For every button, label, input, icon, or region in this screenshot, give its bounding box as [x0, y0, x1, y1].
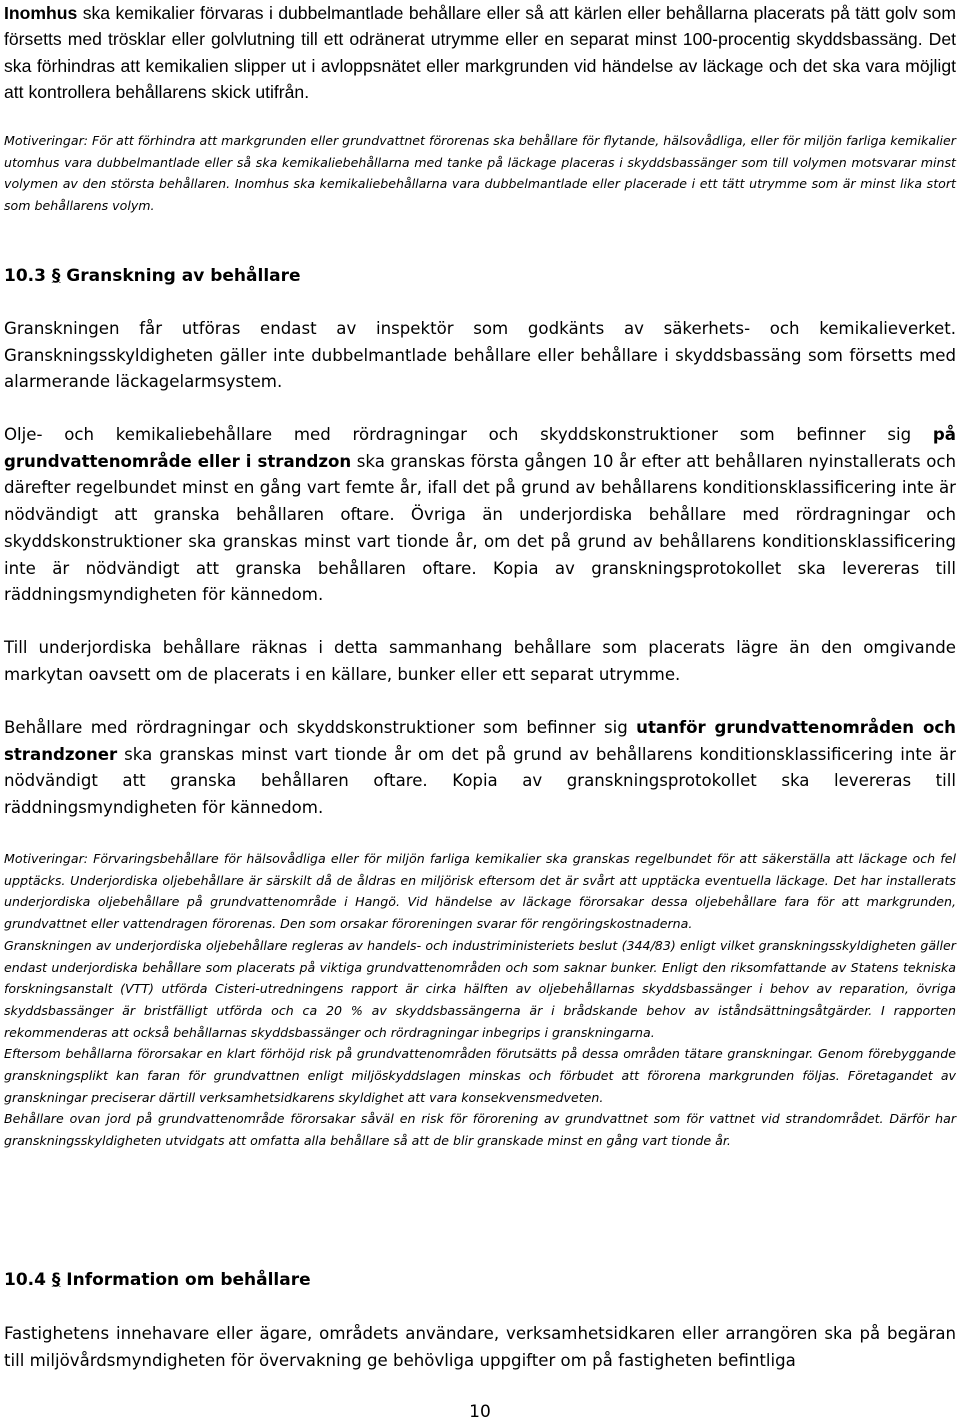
paragraph-grundvattenomrade	[4, 422, 956, 609]
section-sign: §	[51, 1270, 61, 1290]
p2-text-c: ska granskas första gången 10 år efter att behållaren nyinstallerats och därefter regelbundet minst en gång vart femte år, ifall det på grund av behållarens konditionsklassificering inte är nödvändigt att granska behållaren oftare. Övriga än underjordiska behållare med rördragningar och skyddskonstruktioner ska granskas minst vart tionde år, om det på grund av behållarens konditionsklassificering inte är nödvändigt att granska behållaren oftare. Kopia av granskningsprotokollet ska levereras till räddningsmyndigheten för kännedom.	[4, 451, 956, 605]
section-sign: §	[51, 266, 61, 286]
intro-bold-lead: Inomhus	[4, 3, 78, 23]
p4-bold: utanför grundvattenområden och strandzoner	[4, 718, 956, 764]
p4-text-c: ska granskas minst vart tionde år om det på grund av behållarens konditionsklassificering inte är nödvändigt att granska behållaren oftare. Kopia av granskningsprotokollet ska levereras till räddningsmyndigheten för kännedom.	[4, 744, 956, 818]
p2-bold: på grundvattenområde eller i strandzon	[4, 425, 956, 471]
section-title: Information om behållare	[66, 1270, 311, 1290]
motivation-2-part-b: Granskningen av underjordiska oljebehållare regleras av handels- och industriministeriets beslut (344/83) enligt vilket granskningsskyldigheten gäller endast underjordiska behållare som placerats på viktiga grundvattenområden och som saknar bunker. Enligt den riksomfattande av Statens tekniska forskningsanstalt (VTT) utförda Cisteri-utredningens rapport är cirka hälften av oljebehållarnas skyddsbassänger i behov av reparation, övriga skyddsbassänger är bristfälligt utförda och ca 20 % av skyddsbassängerna är i brådskande behov av iståndsättningsåtgärder. I rapporten rekommenderas att också behållarnas skyddsbassänger och rördragningar inbegrips i granskningarna.	[4, 937, 956, 1040]
intro-text: ska kemikalier förvaras i dubbelmantlade behållare eller så att kärlen eller behållarna placerats på tätt golv som försetts med trösklar eller golvlutning till ett odränerat utrymme eller en separat minst 100-procentig skyddsbassäng. Det ska förhindras att kemikalien slipper ut i avloppsnätet eller markgrunden vid händelse av läckage och det ska vara möjligt att kontrollera behållarens skick utifrån.	[4, 3, 956, 103]
section-title: Granskning av behållare	[66, 266, 301, 286]
paragraph-utanfor-grundvatten	[4, 715, 956, 822]
section-number: 10.3	[4, 266, 46, 286]
section-heading-10-3	[4, 264, 301, 288]
motivation-2-part-c: Eftersom behållarna förorsakar en klart förhöjd risk på grundvattenområden förutsätts på dessa områden tätare granskningar. Genom förebyggande granskningsplikt kan faran för grundvattnen enligt miljöskyddslagen minskas och förbudet att förorena markgrunden följas. Företagandet av granskningar preciserar därtill verksamhetsidkarens skyldighet att vara konsekvensmedveten.	[4, 1046, 956, 1105]
paragraph-granskning-inspektor: Granskningen får utföras endast av inspektör som godkänts av säkerhets- och kemikalieverket. Granskningsskyldigheten gäller inte dubbelmantlade behållare eller behållare i skyddsbassäng som försetts med alarmerande läckagelarmsystem.	[4, 319, 956, 392]
motivation-2-part-d: Behållare ovan jord på grundvattenområde förorsakar såväl en risk för förorening av grundvattnet som för vattnet vid strandområdet. Därför har granskningsskyldigheten utvidgats att omfatta alla behållare så att de blir granskade minst en gång vart tionde år.	[4, 1111, 956, 1149]
section-heading-10-4	[4, 1268, 311, 1292]
p4-text-a: Behållare med rördragningar och skyddskonstruktioner som befinner sig	[4, 718, 637, 737]
p2-text-a: Olje- och kemikaliebehållare med rördragningar och skyddskonstruktioner som befinner sig	[4, 425, 933, 444]
motivation-block-2	[4, 848, 956, 1152]
page-number: 10	[469, 1402, 491, 1422]
paragraph-information: Fastighetens innehavare eller ägare, områdets användare, verksamhetsidkaren eller arrangören ska på begäran till miljövårdsmyndigheten för övervakning ge behövliga uppgifter om på fastigheten befintliga	[4, 1324, 956, 1370]
motivation-2-part-a: Motiveringar: Förvaringsbehållare för hälsovådliga eller för miljön farliga kemikalier ska granskas regelbundet för att säkerställa att läckage och fel upptäcks. Underjordiska oljebehållare är särskilt då de åldras en miljörisk eftersom det är svårt att upptäcka eventuella läckage. Det har installerats underjordiska oljebehållare på grundvattenområde i Hangö. Vid händelse av läckage förorsakar dessa oljebehållare fara för att markgrunden, grundvattnet eller vattendragen förorenas. Den som orsakar föroreningen svarar för rengöringskostnaderna.	[4, 851, 956, 932]
motivation-paragraph-1: Motiveringar: För att förhindra att markgrunden eller grundvattnet förorenas ska behållare för flytande, hälsovådliga, eller för miljön farliga kemikalier utomhus vara dubbelmantlade eller så ska kemikaliebehållarna med tanke på läckage placeras i skyddsbassänger som till volymen motsvarar minst volymen av den största behållaren. Inomhus ska kemikaliebehållarna vara dubbelmantlade eller placerade i ett tätt utrymme som är minst lika stort som behållarens volym.	[4, 133, 956, 214]
intro-paragraph	[4, 0, 956, 106]
paragraph-underjordiska: Till underjordiska behållare räknas i detta sammanhang behållare som placerats lägre än den omgivande markytan oavsett om de placerats i en källare, bunker eller ett separat utrymme.	[4, 638, 956, 684]
section-number: 10.4	[4, 1270, 46, 1290]
